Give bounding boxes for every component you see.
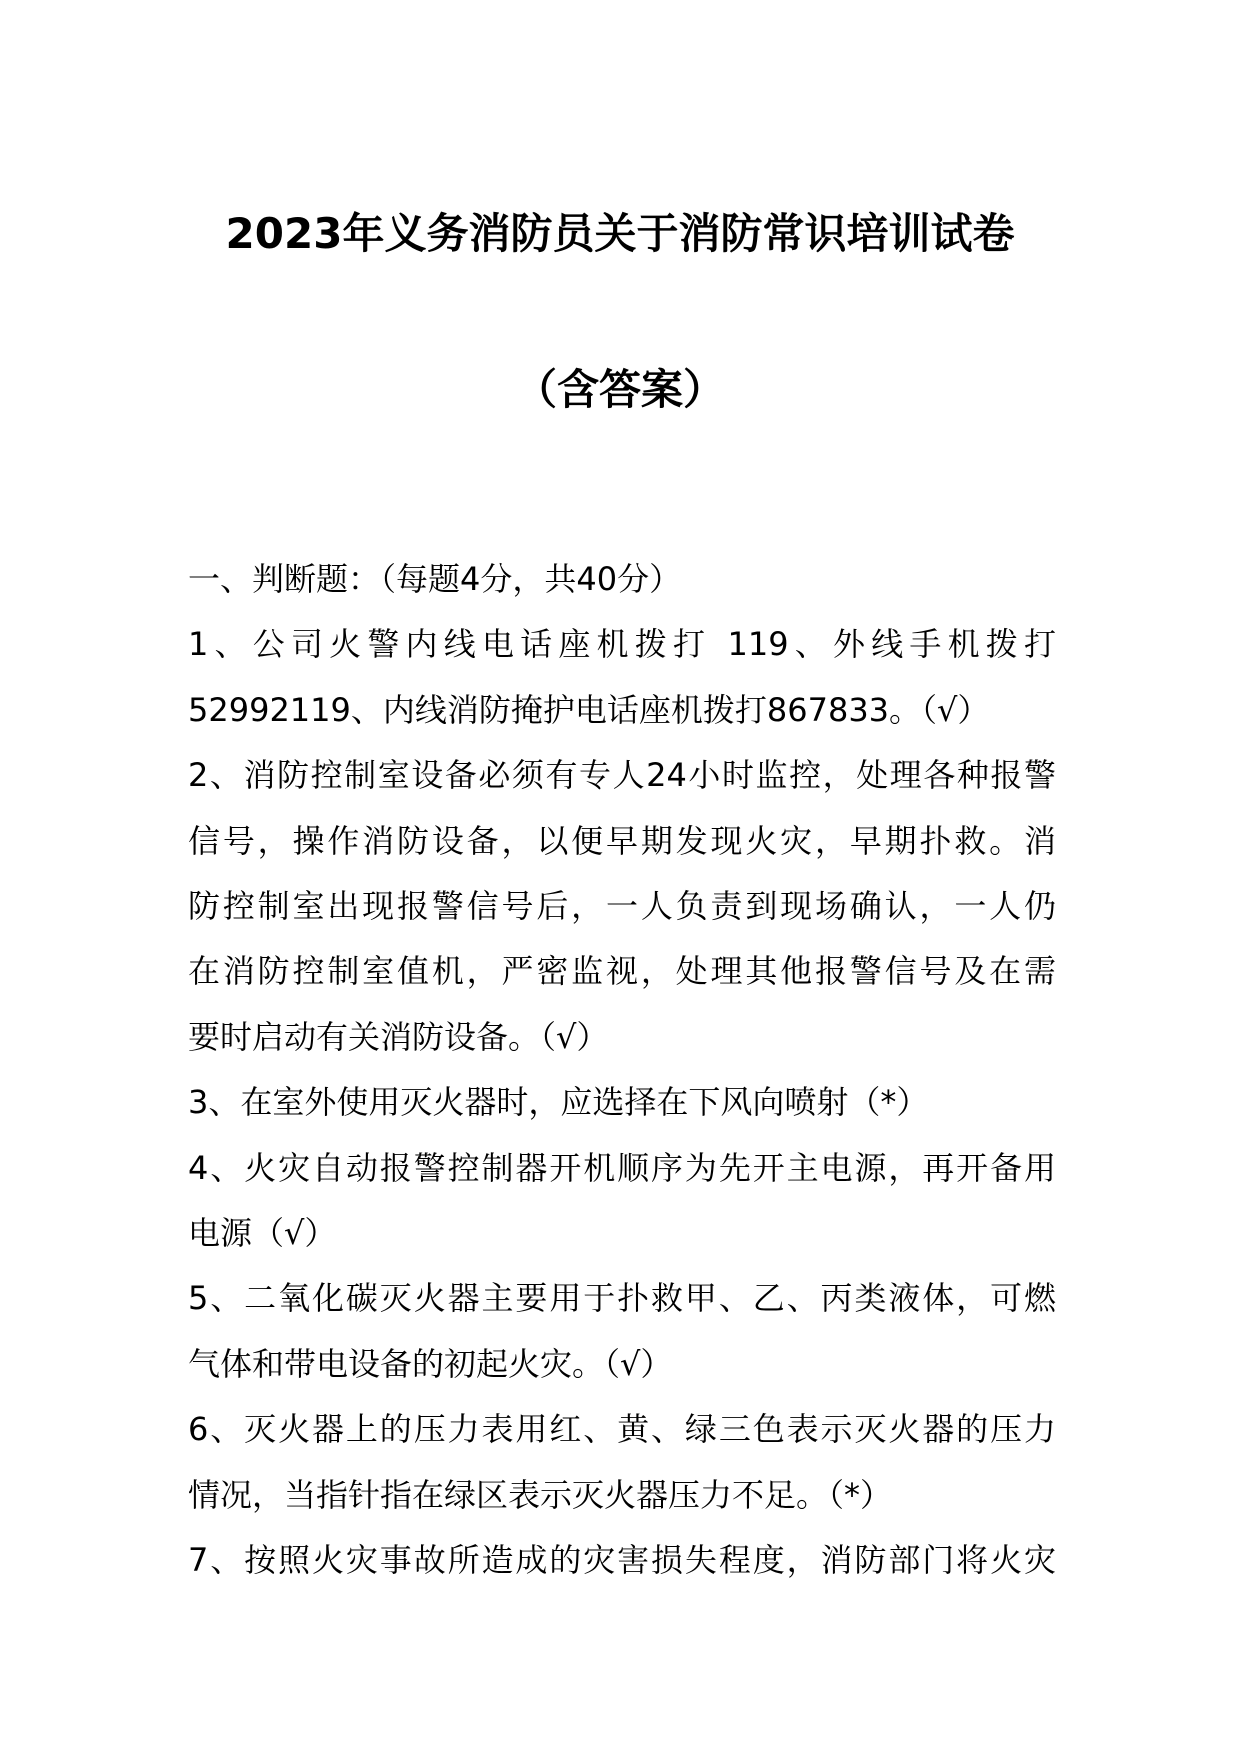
text-line: 1、公司火警内线电话座机拨打 119、外线手机拨打: [188, 625, 1056, 664]
text-line: 3、在室外使用灭火器时，应选择在下风向喷射（*）: [188, 1083, 929, 1122]
document-body: [188, 547, 1056, 1594]
text-line: 防控制室出现报警信号后，一人负责到现场确认，一人仍: [188, 887, 1056, 926]
text-line: 情况，当指针指在绿区表示灭火器压力不足。（*）: [188, 1475, 893, 1514]
text-line: 4、火灾自动报警控制器开机顺序为先开主电源，再开备用: [188, 1148, 1056, 1187]
text-line: 要时启动有关消防设备。（√）: [188, 1017, 609, 1056]
text-line: 电源（√）: [188, 1214, 337, 1253]
section-heading: 一、判断题：（每题4分，共40分）: [188, 560, 682, 598]
document-subtitle: （含答案）: [514, 365, 725, 414]
text-line: 7、按照火灾事故所造成的灾害损失程度，消防部门将火灾: [188, 1541, 1056, 1580]
text-line: 在消防控制室值机，严密监视，处理其他报警信号及在需: [188, 952, 1056, 991]
text-line: 52992119、内线消防掩护电话座机拨打867833。（√）: [188, 690, 990, 729]
text-line: 5、二氧化碳灭火器主要用于扑救甲、乙、丙类液体，可燃: [188, 1279, 1056, 1318]
text-line: 2、消防控制室设备必须有专人24小时监控，处理各种报警: [188, 756, 1056, 795]
text-line: 信号，操作消防设备，以便早期发现火灾，早期扑救。消: [188, 821, 1056, 860]
text-line: 6、灭火器上的压力表用红、黄、绿三色表示灭火器的压力: [188, 1410, 1056, 1449]
text-line: 气体和带电设备的初起火灾。（√）: [188, 1344, 673, 1383]
document-title: 2023年义务消防员关于消防常识培训试卷: [225, 209, 1015, 258]
